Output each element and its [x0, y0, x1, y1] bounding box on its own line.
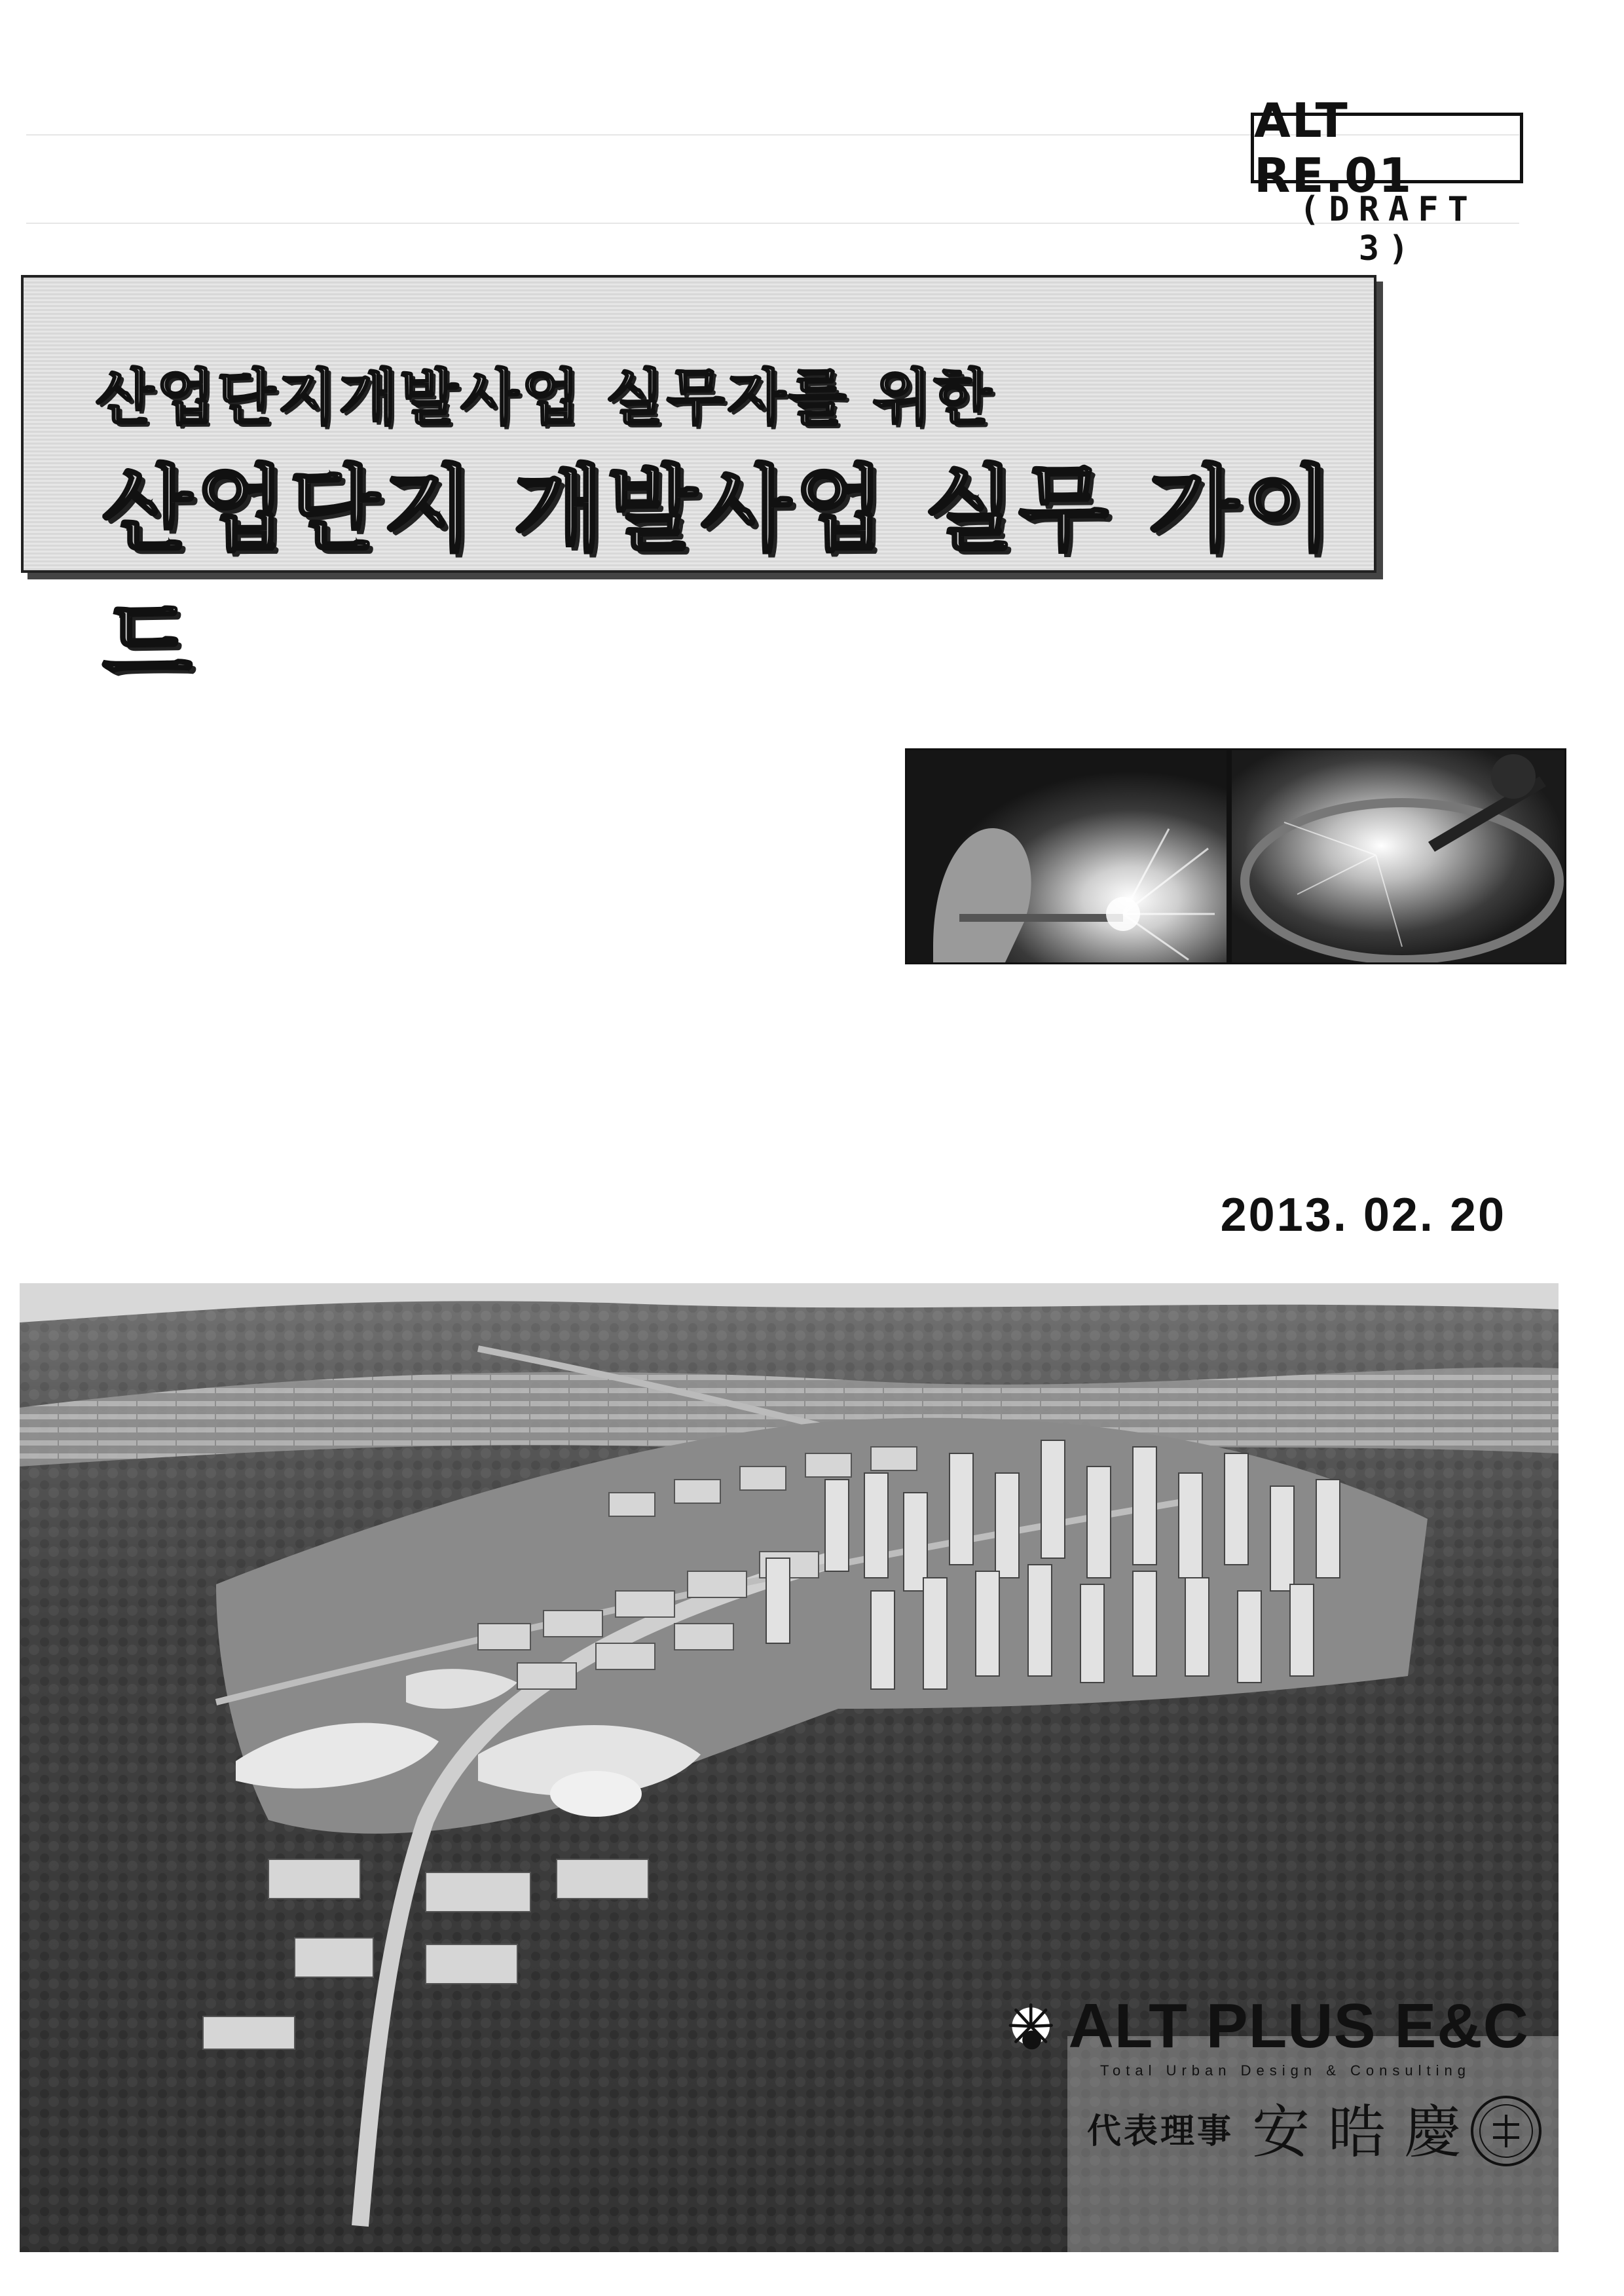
- welding-photo-strip: [905, 748, 1566, 964]
- title-banner: [21, 275, 1376, 697]
- company-logo: [1005, 1987, 1529, 2066]
- welding-hand-photo: [907, 750, 1227, 962]
- ceo-name: 安晧慶: [1252, 2098, 1481, 2166]
- ceo-title: 代表理事: [1087, 2111, 1234, 2151]
- sunburst-logo-icon: [1005, 1987, 1056, 2066]
- company-tagline: Total Urban Design & Consulting: [1100, 2062, 1471, 2079]
- document-title: 산업단지 개발사업 실무 가이드: [102, 456, 1337, 697]
- welding-sparks-photo: [1232, 750, 1564, 962]
- draft-label: (DRAFT 3): [1299, 190, 1477, 268]
- document-date: 2013. 02. 20: [1220, 1189, 1506, 1241]
- revision-label: ALT RE.01: [1254, 93, 1413, 203]
- revision-box: [1251, 93, 1523, 203]
- company-name: ALT PLUS E&C: [1068, 1991, 1529, 2061]
- document-subtitle: 산업단지개발사업 실무자를 위한: [96, 363, 995, 433]
- company-seal-stamp: [1467, 2092, 1545, 2170]
